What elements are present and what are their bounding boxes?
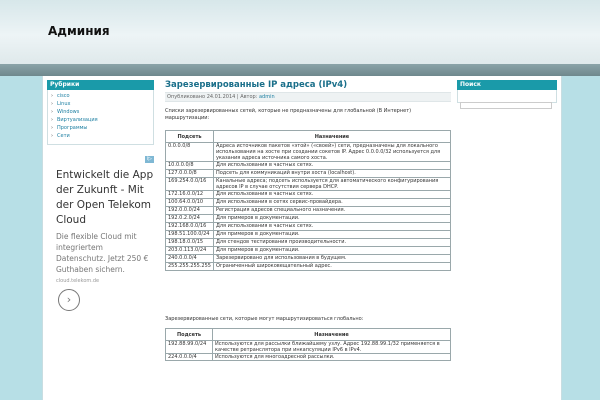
table-row xyxy=(166,231,451,239)
table-row xyxy=(166,341,451,354)
table-row xyxy=(166,178,451,191)
arrow-icon: › xyxy=(51,101,53,107)
table-cell: 0.0.0.0/8 xyxy=(166,143,214,162)
table-row xyxy=(166,162,451,170)
site-header xyxy=(0,0,600,64)
table-row xyxy=(166,247,451,255)
table-cell: 198.51.100.0/24 xyxy=(166,231,214,239)
table-cell: Для стендов тестирования производительности. xyxy=(213,239,450,247)
category-item[interactable]: › cisco xyxy=(51,93,70,99)
table-cell: Адреса источников пакетов «этой» («своей») сети, предназначены для локального использования на хосте при создании сокетов IP. Адрес 0.0.0.0/32 используется для указания адреса источника самого хоста. xyxy=(213,143,450,162)
table-row xyxy=(166,207,451,215)
category-item[interactable]: › Сети xyxy=(51,133,70,139)
reserved-table xyxy=(165,130,451,271)
post-intro: Списки зарезервированных сетей, которые не предназначены для глобальной (В Интернет) маршрутизации: xyxy=(165,108,412,121)
table-cell: 255.255.255.255 xyxy=(166,263,214,271)
table-cell: Для примеров в документации. xyxy=(213,247,450,255)
table-row xyxy=(166,255,451,263)
category-item[interactable]: › Linux xyxy=(51,101,71,107)
table-header: Подсеть xyxy=(166,131,214,143)
table-row xyxy=(166,170,451,178)
table-cell: Используются для многоадресной рассылки. xyxy=(213,354,451,361)
table-row xyxy=(166,143,451,162)
search-box xyxy=(457,90,557,103)
table-cell: 203.0.113.0/24 xyxy=(166,247,214,255)
right-sidebar xyxy=(457,80,557,103)
table-row xyxy=(166,263,451,271)
table-row xyxy=(166,223,451,231)
table-cell: Для использования в частных сетях. xyxy=(213,162,450,170)
table-cell: Зарезервировано для использования в будущем. xyxy=(213,255,450,263)
arrow-icon: › xyxy=(51,125,53,131)
table-cell: 127.0.0.0/8 xyxy=(166,170,214,178)
table-row xyxy=(166,354,451,361)
table-cell: Для примеров в документации. xyxy=(213,215,450,223)
table-cell: 192.0.2.0/24 xyxy=(166,215,214,223)
category-item[interactable]: › Виртуализация xyxy=(51,117,98,123)
advertisement[interactable] xyxy=(47,156,154,306)
arrow-icon: › xyxy=(51,109,53,115)
post-title[interactable]: Зарезервированные IP адреса (IPv4) xyxy=(165,80,348,90)
table-cell: 192.88.99.0/24 xyxy=(166,341,213,354)
table-cell: 224.0.0.0/4 xyxy=(166,354,213,361)
left-sidebar xyxy=(47,80,154,145)
category-item[interactable]: › Windows xyxy=(51,109,80,115)
arrow-icon: › xyxy=(51,133,53,139)
ad-choices-icon[interactable]: i▷ xyxy=(146,156,152,162)
ad-headline[interactable]: Entwickelt die App der Zukunft - Mit der Open Telekom Cloud xyxy=(56,169,154,226)
table-cell: Для использования в сетях сервис-провайдера. xyxy=(213,199,450,207)
ad-body[interactable]: Die flexible Cloud mit integriertem Datenschutz. Jetzt 250 € Guthaben sichern. xyxy=(56,232,149,274)
table-row xyxy=(166,191,451,199)
table-header: Назначение xyxy=(213,329,451,341)
ad-arrow-button[interactable]: › xyxy=(58,289,80,311)
table-header: Назначение xyxy=(213,131,450,143)
global-intro: Зарезервированные сети, которые могут маршрутизироваться глобально: xyxy=(165,316,364,322)
global-table xyxy=(165,328,451,361)
table-cell: 192.168.0.0/16 xyxy=(166,223,214,231)
table-row xyxy=(166,239,451,247)
search-input[interactable] xyxy=(460,102,552,109)
table-cell: 192.0.0.0/24 xyxy=(166,207,214,215)
table-cell: Для использования в частных сетях. xyxy=(213,223,450,231)
table-header: Подсеть xyxy=(166,329,213,341)
category-list xyxy=(47,90,154,145)
table-cell: Регистрация адресов специального назначения. xyxy=(213,207,450,215)
arrow-icon: › xyxy=(51,117,53,123)
content-wrapper xyxy=(42,76,562,400)
table-cell: 172.16.0.0/12 xyxy=(166,191,214,199)
table-cell: Используются для рассылки ближайшему узлу. Адрес 192.88.99.1/32 применяется в качестве ретранслятора при инкапсуляции IPv6 в IPv4. xyxy=(213,341,451,354)
site-title[interactable]: Админия xyxy=(48,24,110,38)
search-title: Поиск xyxy=(457,80,557,90)
table-cell: Канальные адреса; подсеть используется для автоматического конфигурирования адресов IP в случае отсутствия сервера DHCP. xyxy=(213,178,450,191)
table-cell: Для использования в частных сетях. xyxy=(213,191,450,199)
table-cell: 169.254.0.0/16 xyxy=(166,178,214,191)
post-meta: Опубликовано 24.01.2014 | Автор: admin xyxy=(165,92,451,102)
ad-domain[interactable]: cloud.telekom.de xyxy=(56,278,100,284)
table-row xyxy=(166,199,451,207)
main-content xyxy=(165,80,451,360)
rubrics-title: Рубрики xyxy=(47,80,154,90)
table-cell: 10.0.0.0/8 xyxy=(166,162,214,170)
table-cell: Ограниченный широковещательный адрес. xyxy=(213,263,450,271)
table-cell: 100.64.0.0/10 xyxy=(166,199,214,207)
table-cell: 240.0.0.0/4 xyxy=(166,255,214,263)
header-band xyxy=(0,64,600,76)
table-cell: 198.18.0.0/15 xyxy=(166,239,214,247)
arrow-icon: › xyxy=(51,93,53,99)
table-cell: Подсеть для коммуникаций внутри хоста (localhost). xyxy=(213,170,450,178)
category-item[interactable]: › Программы xyxy=(51,125,88,131)
table-cell: Для примеров в документации. xyxy=(213,231,450,239)
table-row xyxy=(166,215,451,223)
author-link[interactable]: admin xyxy=(258,94,275,100)
